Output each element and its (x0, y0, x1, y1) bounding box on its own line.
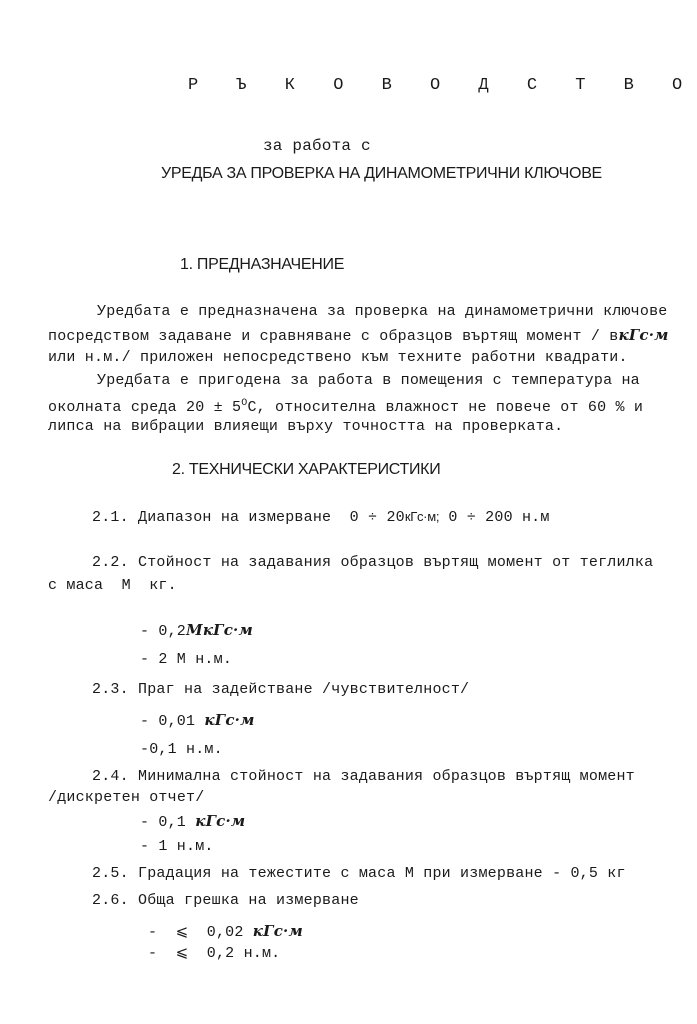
unit-kgs-m: кГс·м (252, 922, 303, 940)
value-text: - 0,2 (140, 623, 187, 640)
item-2-4-value1 (140, 811, 245, 833)
item-2-2-value1 (140, 620, 253, 642)
item-2-6-value1 (148, 921, 303, 943)
item-2-3: 2.3. Праг на задействане /чувствителност/ (92, 681, 470, 698)
item-2-1 (92, 507, 550, 528)
s1-p1-line3: или н.м./ приложен непосредствено към техните работни квадрати. (48, 349, 628, 366)
item-2-4-value2: - 1 н.м. (140, 838, 214, 855)
item-2-2-line2: с маса М кг. (48, 577, 177, 594)
item-2-1-text-b: 0 ÷ 200 н.м (439, 509, 550, 526)
s1-p2-line2-b: C, относителна влажност не повече от 60 % и (247, 399, 644, 416)
value-text: - 0,1 (140, 814, 196, 831)
s1-p2-line2-a: околната среда 20 ± 5 (48, 399, 242, 416)
s1-p2-line2 (48, 394, 643, 418)
document-title: Р Ъ К О В О Д С Т В О (188, 76, 697, 95)
s1-p1-line2 (48, 325, 669, 347)
s1-p1-line1: Уредбата е предназначена за проверка на динамометрични ключове (97, 303, 668, 320)
item-2-3-value2: -0,1 н.м. (140, 741, 223, 758)
item-2-6-value2: - ⩽ 0,2 н.м. (148, 945, 281, 962)
item-2-2-line1: 2.2. Стойност на задавания образцов въртящ момент от теглилка (92, 554, 654, 571)
s1-p2-line1: Уредбата е пригодена за работа в помещения с температура на (97, 372, 640, 389)
unit-kgs-m: кГс·м (195, 812, 246, 830)
item-2-6: 2.6. Обща грешка на измерване (92, 892, 359, 909)
s1-p2-line3: липса на вибрации влияещи върху точността на проверката. (48, 418, 564, 435)
value-text: - 0,01 (140, 713, 205, 730)
document-subtitle: за работа с (263, 137, 371, 155)
unit-kgs-m: кГс·м; (404, 509, 440, 524)
item-2-1-text: 2.1. Диапазон на измерване 0 ÷ 20 (92, 509, 405, 526)
unit-kgs-m: МкГс·м (186, 621, 253, 639)
section2-heading: 2. ТЕХНИЧЕСКИ ХАРАКТЕРИСТИКИ (172, 461, 441, 478)
section1-heading: 1. ПРЕДНАЗНАЧЕНИЕ (180, 256, 345, 273)
s1-p1-line2-text: посредством задаване и сравняване с образцов въртящ момент / в (48, 328, 619, 345)
item-2-2-value2: - 2 М н.м. (140, 651, 233, 668)
item-2-4-line2: /дискретен отчет/ (48, 789, 205, 806)
unit-kgs-m: кГс·м (618, 326, 669, 344)
item-2-4-line1: 2.4. Минимална стойност на задавания образцов въртящ момент (92, 768, 635, 785)
degree-sup: O (241, 398, 248, 409)
device-name: УРЕДБА ЗА ПРОВЕРКА НА ДИНАМОМЕТРИЧНИ КЛЮЧОВЕ (161, 165, 602, 182)
item-2-5: 2.5. Градация на тежестите с маса М при измерване - 0,5 кг (92, 865, 626, 882)
value-text: - ⩽ 0,02 (148, 924, 253, 941)
item-2-3-value1 (140, 710, 255, 732)
unit-kgs-m: кГс·м (204, 711, 255, 729)
